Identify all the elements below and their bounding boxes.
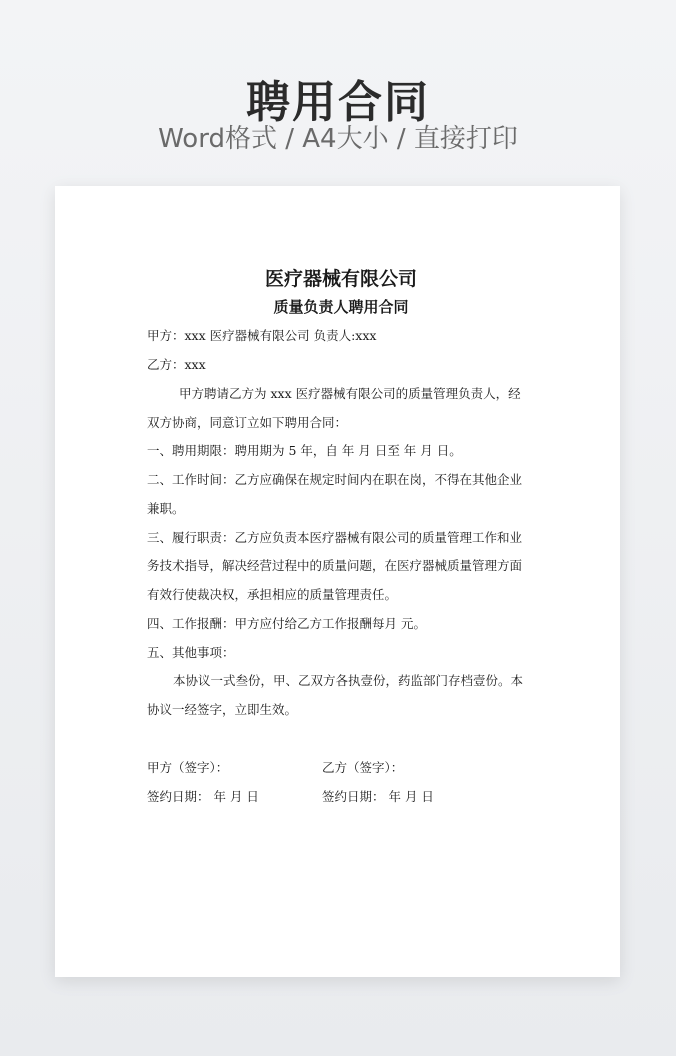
other-line-1: 本协议一式叁份，甲、乙双方各执壹份，药监部门存档壹份。本 <box>173 673 524 688</box>
page-subtitle: Word格式 / A4大小 / 直接打印 <box>158 124 518 154</box>
clause-duties-line-3: 有效行使裁决权，承担相应的质量管理责任。 <box>147 587 398 602</box>
document-page <box>55 186 620 977</box>
intro-line-1: 甲方聘请乙方为 xxx 医疗器械有限公司的质量管理负责人，经 <box>179 386 521 401</box>
other-line-2: 协议一经签字，立即生效。 <box>147 702 298 717</box>
party-a-line: 甲方：xxx 医疗器械有限公司 负责人:xxx <box>147 328 377 343</box>
company-name: 医疗器械有限公司 <box>264 268 417 290</box>
clause-duties-line-2: 务技术指导，解决经营过程中的质量问题，在医疗器械质量管理方面 <box>147 558 523 573</box>
clause-salary: 四、工作报酬：甲方应付给乙方工作报酬每月 元。 <box>147 616 426 631</box>
clause-other-heading: 五、其他事项： <box>147 645 235 660</box>
clause-duties-line-1: 三、履行职责：乙方应负责本医疗器械有限公司的质量管理工作和业 <box>147 530 523 545</box>
party-a-signature: 甲方（签字）： <box>147 760 229 775</box>
party-a-sign-date: 签约日期： 年 月 日 <box>147 789 259 804</box>
contract-title: 质量负责人聘用合同 <box>273 298 409 316</box>
party-b-line: 乙方：xxx <box>147 357 206 372</box>
clause-hours-line-1: 二、工作时间：乙方应确保在规定时间内在职在岗，不得在其他企业 <box>147 472 523 487</box>
page-title: 聘用合同 <box>246 77 430 128</box>
clause-hours-line-2: 兼职。 <box>147 501 185 516</box>
party-b-signature: 乙方（签字）： <box>322 760 404 775</box>
party-b-sign-date: 签约日期： 年 月 日 <box>322 789 434 804</box>
intro-line-2: 双方协商，同意订立如下聘用合同： <box>147 415 348 430</box>
clause-term: 一、聘用期限：聘用期为 5 年，自 年 月 日至 年 月 日。 <box>147 443 462 458</box>
